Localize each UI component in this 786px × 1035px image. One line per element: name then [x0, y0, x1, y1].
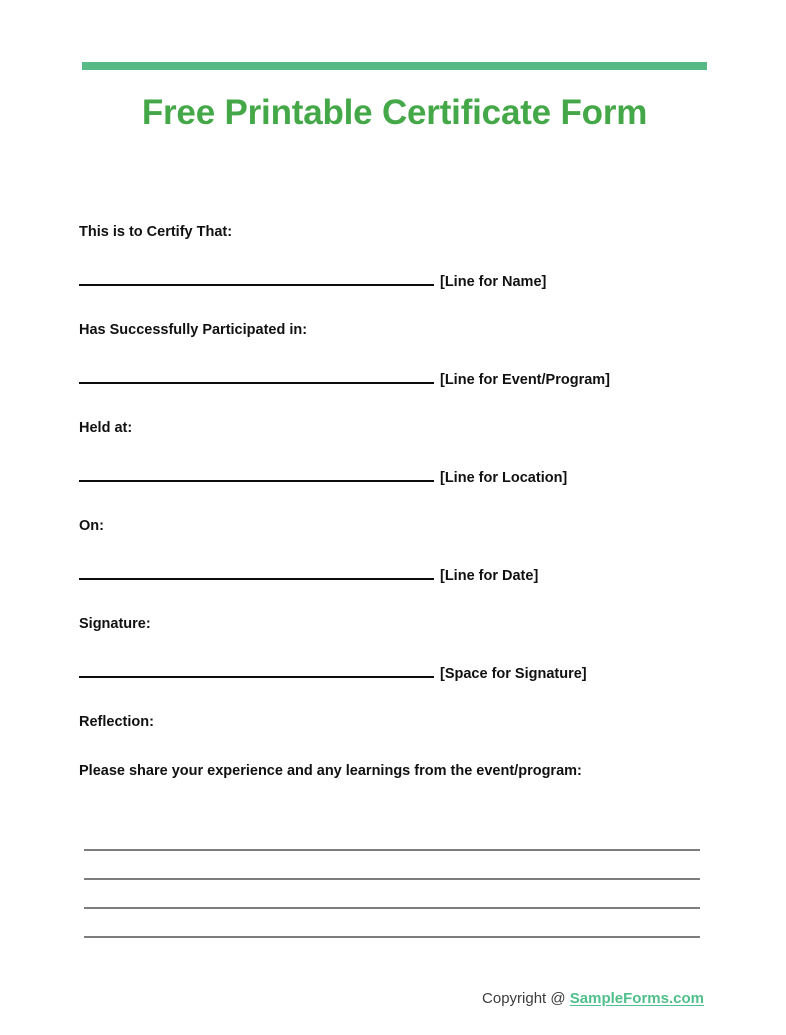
header-accent-bar: [82, 62, 707, 70]
page-title: Free Printable Certificate Form: [141, 93, 648, 132]
field-hint-location: [Line for Location]: [440, 470, 568, 486]
footer-copyright-text: Copyright @: [482, 990, 570, 1007]
spacer-4: [79, 585, 719, 614]
spacer-5: [79, 683, 719, 712]
reflection-heading: Reflection:: [79, 714, 154, 730]
reflection-line-4[interactable]: [84, 909, 700, 938]
field-certify-that: [79, 222, 719, 291]
field-label-on-date: On:: [79, 518, 104, 534]
reflection-line-1[interactable]: [84, 822, 700, 851]
reflection-line-3[interactable]: [84, 880, 700, 909]
field-hint-date: [Line for Date]: [440, 568, 539, 584]
reflection-prompt: Please share your experience and any learnings from the event/program:: [79, 763, 582, 779]
reflection-section: [79, 712, 719, 781]
footer-brand-link[interactable]: SampleForms.com: [569, 990, 704, 1007]
field-line-row-name[interactable]: [79, 271, 719, 291]
field-line-row-signature[interactable]: [79, 663, 719, 683]
blank-line-event[interactable]: [79, 369, 434, 384]
field-label-participated-in: Has Successfully Participated in:: [79, 322, 308, 338]
reflection-line-2[interactable]: [84, 851, 700, 880]
footer: [84, 989, 704, 1009]
field-participated-in: [79, 320, 719, 389]
blank-line-date[interactable]: [79, 565, 434, 580]
field-label-certify-that: This is to Certify That:: [79, 224, 233, 240]
field-held-at: [79, 418, 719, 487]
field-label-signature: Signature:: [79, 616, 151, 632]
spacer-1: [79, 291, 719, 320]
certificate-fields: [79, 222, 719, 781]
field-on-date: [79, 516, 719, 585]
field-hint-event: [Line for Event/Program]: [440, 372, 610, 388]
field-line-row-event[interactable]: [79, 369, 719, 389]
blank-line-location[interactable]: [79, 467, 434, 482]
spacer-3: [79, 487, 719, 516]
blank-line-name[interactable]: [79, 271, 434, 286]
field-label-held-at: Held at:: [79, 420, 133, 436]
field-line-row-location[interactable]: [79, 467, 719, 487]
field-signature: [79, 614, 719, 683]
field-hint-name: [Line for Name]: [440, 274, 547, 290]
field-hint-signature: [Space for Signature]: [440, 666, 587, 682]
blank-line-signature[interactable]: [79, 663, 434, 678]
field-line-row-date[interactable]: [79, 565, 719, 585]
reflection-write-lines: [84, 822, 700, 938]
spacer-2: [79, 389, 719, 418]
